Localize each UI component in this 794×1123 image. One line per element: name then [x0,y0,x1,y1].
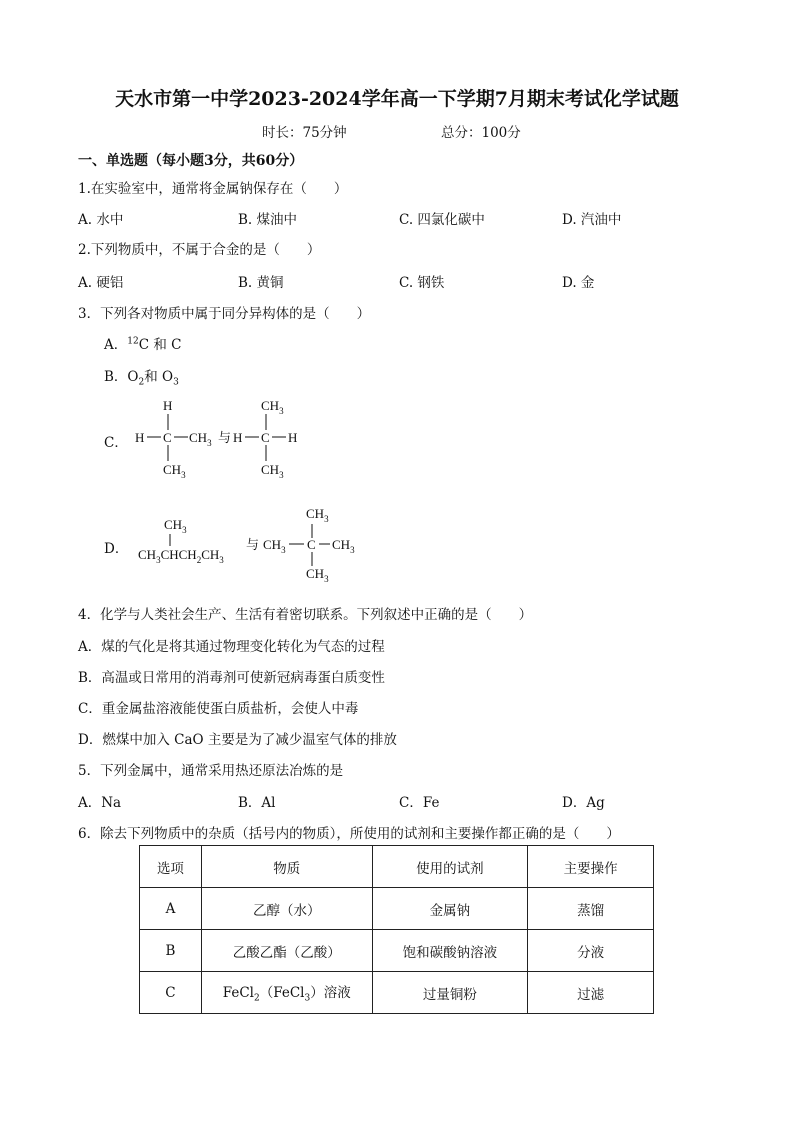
q5-option-b: B．Al [238,795,276,811]
solution-suffix: ）溶液 [310,985,351,1002]
question-6-stem: 6．除去下列物质中的杂质（括号内的物质），所使用的试剂和主要操作都正确的是（ ） [78,826,620,842]
row-reagent: 金属钠 [372,888,528,930]
header-substance: 物质 [201,846,372,888]
svg-text:H: H [163,398,173,413]
o2-symbol: O [127,369,139,385]
exam-duration: 时长：75分钟 [262,125,347,141]
question-2-stem: 2.下列物质中，不属于合金的是（ ） [78,242,321,258]
row-reagent: 饱和碳酸钠溶液 [372,930,528,972]
q3-option-a [104,333,181,353]
row-substance [201,972,372,1014]
fecl2-formula: FeCl [222,985,254,1002]
o3-subscript: 3 [173,377,179,388]
exam-total-score: 总分：100分 [441,125,521,141]
row-reagent: 过量铜粉 [372,972,528,1014]
svg-text:H: H [233,430,243,445]
q1-option-b: B. 煤油中 [238,212,298,228]
q1-option-c: C. 四氯化碳中 [399,212,485,228]
q4-option-d: D．燃煤中加入 CaO 主要是为了减少温室气体的排放 [78,732,397,748]
q2-option-c: C. 钢铁 [399,275,445,291]
question-5-stem: 5．下列金属中，通常采用热还原法冶炼的是 [78,763,344,779]
row-substance: 乙醇（水） [201,888,372,930]
row-option: C [140,972,202,1014]
row-operation: 过滤 [528,972,654,1014]
q4-option-b: B．高温或日常用的消毒剂可使新冠病毒蛋白质变性 [78,670,385,686]
svg-text:CH3: $CH_3$ [261,398,284,416]
svg-text:CH3: $CH_3$ [164,517,187,535]
svg-text:H: H [135,430,145,445]
q3-option-c-label: C． [104,435,128,451]
header-operation: 主要操作 [528,846,654,888]
question-1-stem: 1.在实验室中，通常将金属钠保存在（ ） [78,181,348,197]
question-4-stem: 4．化学与人类社会生产、生活有着密切联系。下列叙述中正确的是（ ） [78,607,533,623]
row-operation: 分液 [528,930,654,972]
svg-text:CH3: $CH_3$ [263,537,286,555]
q3-option-a-label: A． [104,337,128,353]
q1-option-d: D. 汽油中 [562,212,622,228]
mass-number-12: 12 [127,336,139,347]
q4-option-c: C．重金属盐溶液能使蛋白质盐析，会使人中毒 [78,701,359,717]
svg-text:C: C [261,430,270,445]
svg-text:C: C [163,430,172,445]
o2-subscript: 2 [138,377,145,388]
svg-text:H: H [288,430,298,445]
fecl2-subscript: 2 [254,993,260,1004]
q3-option-c-structures [130,395,320,485]
q3-option-d-structures [134,505,364,585]
svg-text:CH3: $CH_3$ [261,462,284,480]
table-row [140,972,654,1014]
q1-option-a: A. 水中 [78,212,124,228]
svg-text:CH3: $CH_3$ [306,566,329,584]
q2-option-d: D. 金 [562,275,595,291]
question-3-stem: 3．下列各对物质中属于同分异构体的是（ ） [78,306,371,322]
q5-option-d: D．Ag [562,795,605,811]
section-heading: 一、单选题（每小题3分，共60分） [78,153,304,169]
svg-text:CH3: $CH_3$ [332,537,355,555]
o3-symbol: 和 O [144,369,174,385]
table-header-row [140,846,654,888]
header-option: 选项 [140,846,202,888]
q2-option-b: B. 黄铜 [238,275,284,291]
svg-text:CH3: $CH_3$ [306,506,329,524]
row-substance: 乙酸乙酯（乙酸） [201,930,372,972]
table-row [140,930,654,972]
q3-option-d-label: D． [104,541,129,557]
fecl3-formula: （FeCl [259,985,305,1002]
page-title: 天水市第一中学2023-2024学年高一下学期7月期末考试化学试题 [115,88,679,110]
svg-text:C: C [307,537,316,552]
header-reagent: 使用的试剂 [372,846,528,888]
q4-option-a: A．煤的气化是将其通过物理变化转化为气态的过程 [78,639,385,655]
svg-text:CH3: $CH_3$ [163,462,186,480]
row-option: A [140,888,202,930]
table-row [140,888,654,930]
q3-option-a-text: C 和 C [138,337,182,353]
q2-option-a: A. 硬铝 [78,275,124,291]
fecl3-subscript: 3 [304,993,311,1004]
q3-option-c-connector: 与 [218,430,232,445]
row-operation: 蒸馏 [528,888,654,930]
q3-option-d-connector: 与 [246,537,260,552]
q5-option-c: C．Fe [399,795,440,811]
q5-option-a: A．Na [78,795,122,811]
svg-text:CH3: $CH_3$ [189,430,212,448]
row-option: B [140,930,202,972]
q3-option-b [104,365,179,388]
q3-option-b-label: B． [104,369,128,385]
q6-options-table [139,845,654,1014]
svg-text:CH3CHCH2CH3: $CH_3CHCH_2CH_3$ [138,547,224,565]
